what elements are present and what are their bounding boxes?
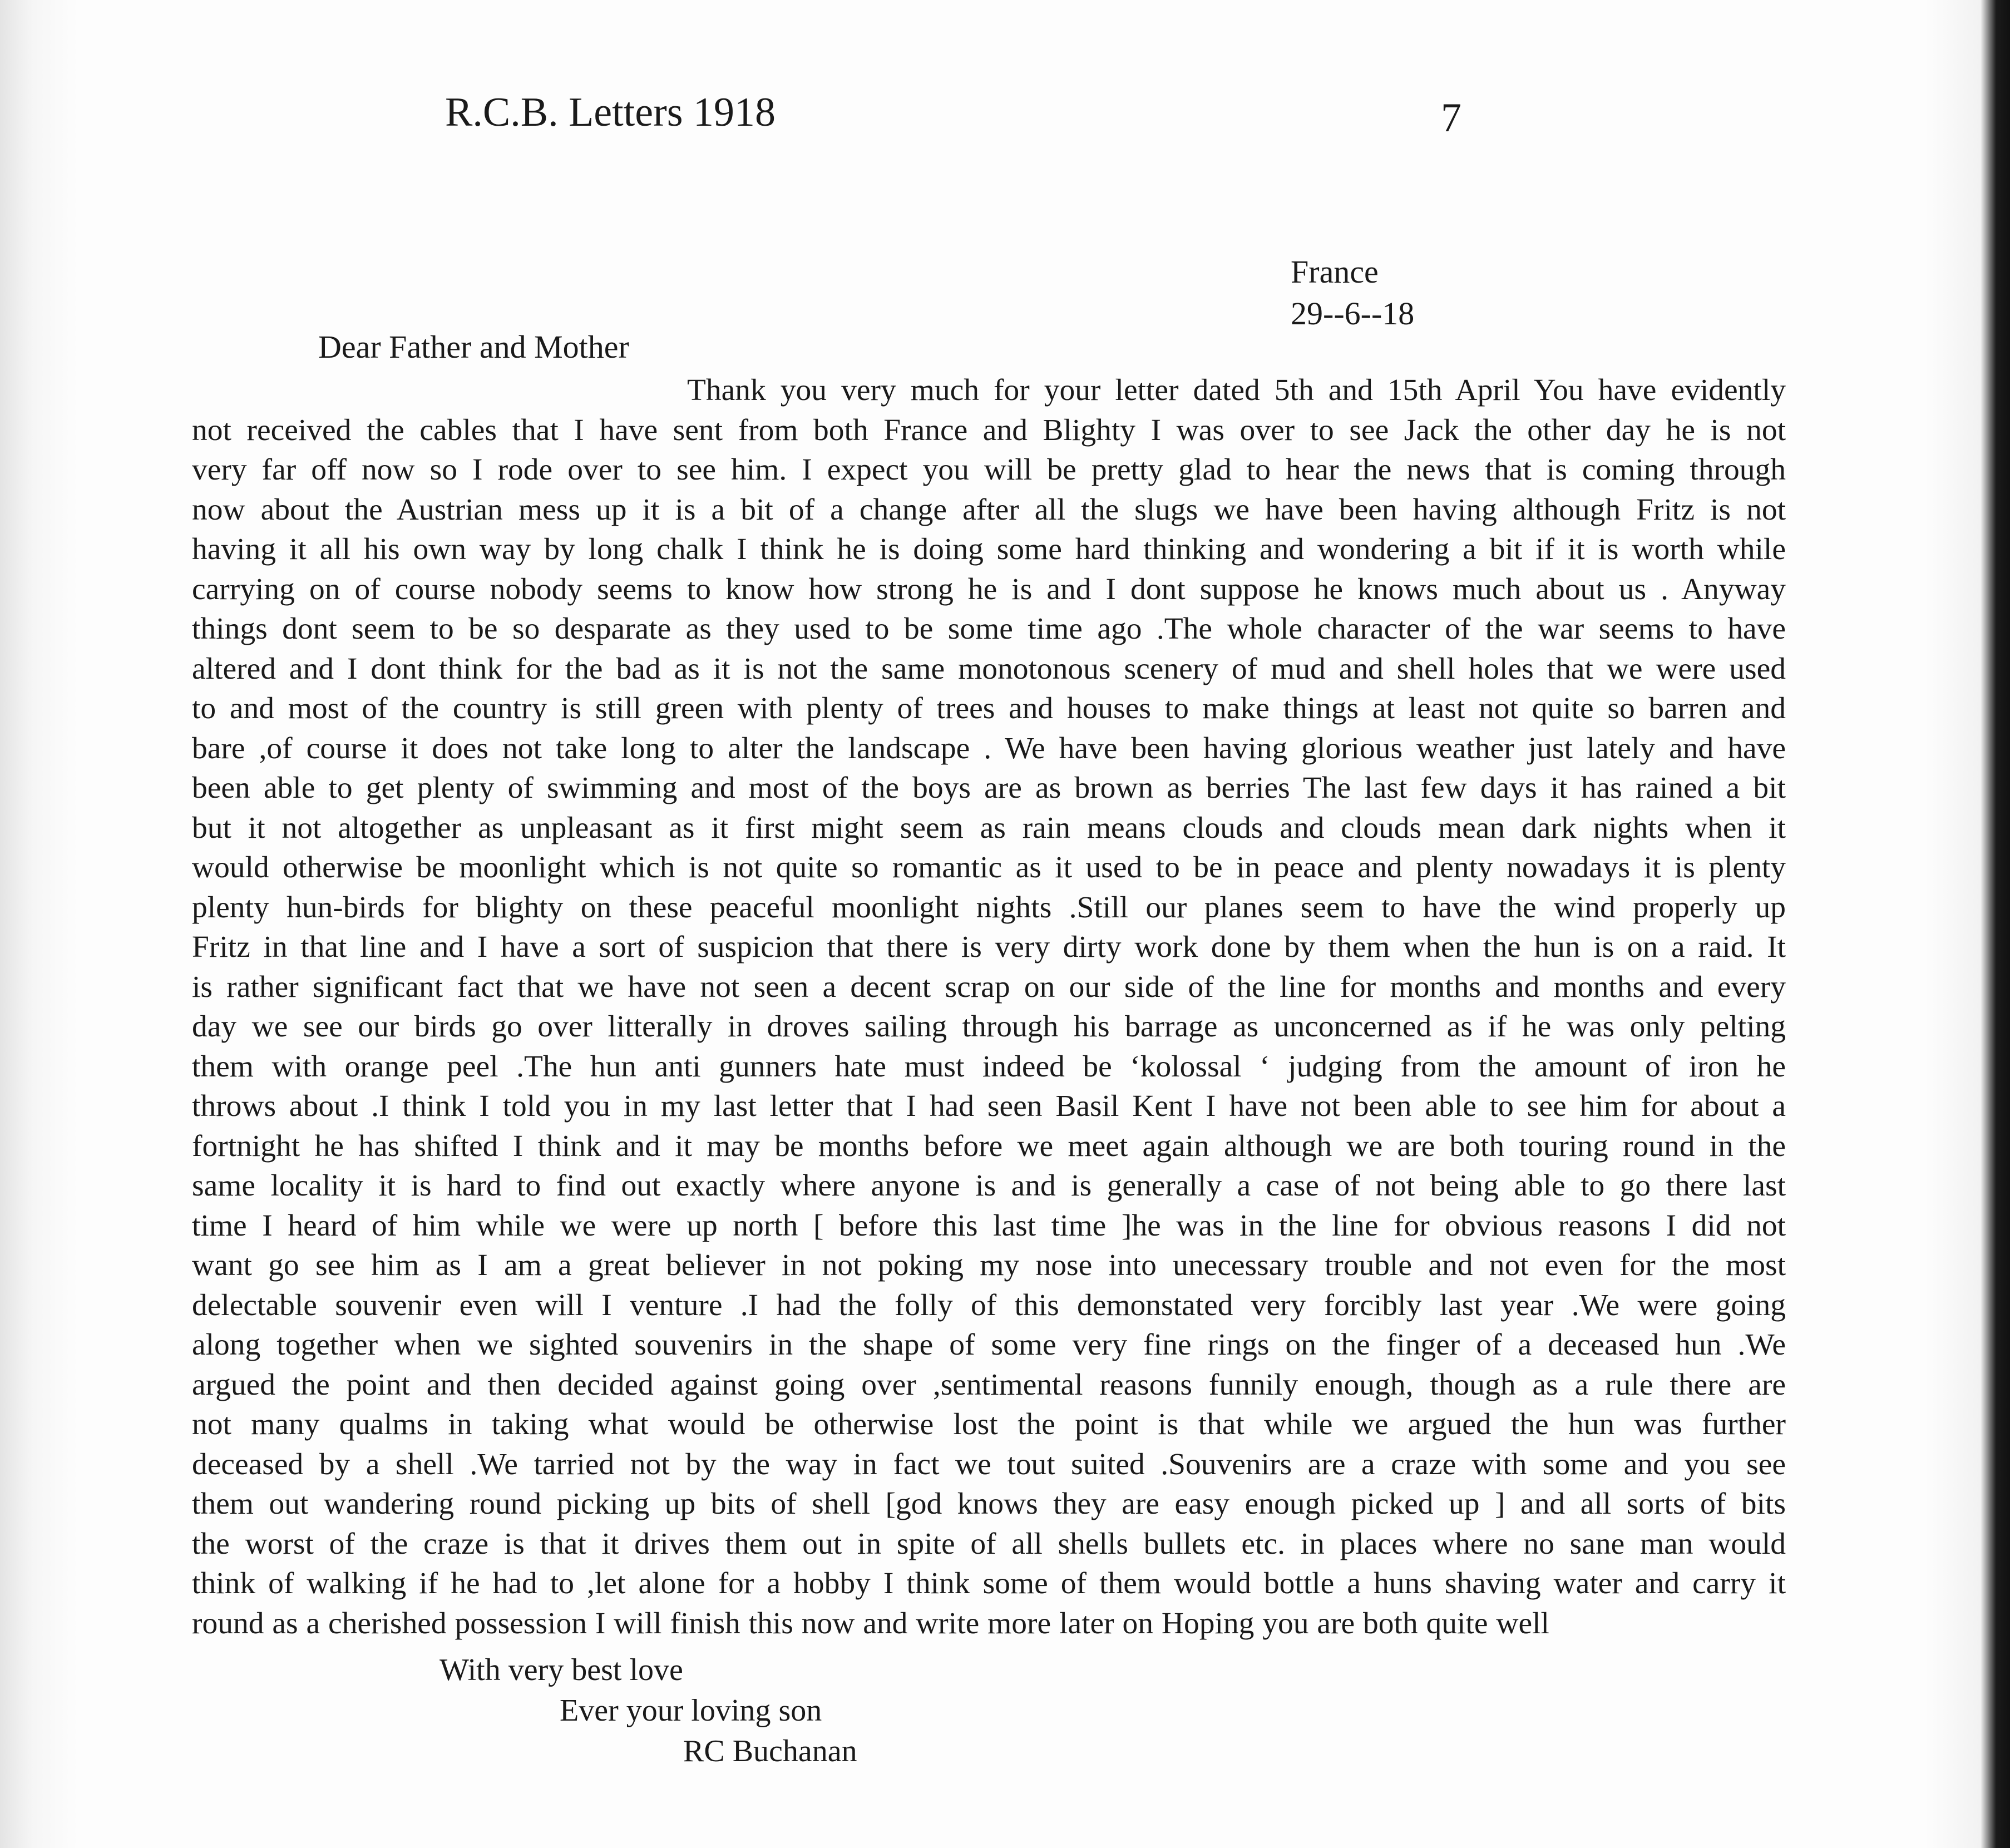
letter-place: France [1291, 254, 1379, 290]
letter-body-line: Thank you very much for your letter dated 5th and 15th April You have evidently [687, 373, 1786, 407]
letter-body-line: been able to get plenty of swimming and most of the boys are as brown as berries The last few days it has rained a bit [192, 771, 1786, 805]
letter-closing: With very best love [439, 1653, 683, 1687]
letter-body-line: delectable souvenir even will I venture .I had the folly of this demonstated very forcibly last year .We were going [192, 1288, 1786, 1322]
document-header-title: R.C.B. Letters 1918 [445, 90, 776, 135]
letter-body-line: having it all his own way by long chalk I think he is doing some hard thinking and wondering a bit if it is worth while [192, 532, 1786, 566]
letter-sign-off: Ever your loving son [560, 1693, 822, 1728]
letter-body-line: think of walking if he had to ,let alone for a hobby I think some of them would bottle a huns shaving water and carry it [192, 1567, 1786, 1600]
letter-body-line: deceased by a shell .We tarried not by the way in fact we tout suited .Souvenirs are a craze with some and you see [192, 1447, 1786, 1481]
letter-body-line: them out wandering round picking up bits of shell [god knows they are easy enough picked up ] and all sorts of bits [192, 1487, 1786, 1521]
letter-body-line: argued the point and then decided against going over ,sentimental reasons funnily enough, though as a rule there are [192, 1367, 1786, 1402]
letter-body-line: plenty hun-birds for blighty on these peaceful moonlight nights .Still our planes seem to have the wind properly up [192, 890, 1786, 925]
letter-body [192, 370, 1786, 1643]
letter-body-line: to and most of the country is still green with plenty of trees and houses to make things at least not quite so barren and [192, 691, 1786, 725]
letter-body-line: along together when we sighted souvenirs in the shape of some very fine rings on the finger of a deceased hun .We [192, 1328, 1786, 1362]
letter-body-line: would otherwise be moonlight which is not quite so romantic as it used to be in peace and plenty nowadays it is plenty [192, 851, 1786, 885]
letter-body-line: fortnight he has shifted I think and it may be months before we meet again although we are both touring round in the [192, 1129, 1786, 1163]
letter-body-line: but it not altogether as unpleasant as it first might seem as rain means clouds and clouds mean dark nights when it [192, 811, 1786, 845]
letter-body-line: round as a cherished possession I will finish this now and write more later on Hoping you are both quite well [192, 1606, 1549, 1641]
letter-body-line: not many qualms in taking what would be otherwise lost the point is that while we argued the hun was further [192, 1407, 1786, 1441]
letter-body-line: carrying on of course nobody seems to know how strong he is and I dont suppose he knows much about us . Anyway [192, 572, 1786, 606]
letter-body-line: very far off now so I rode over to see him. I expect you will be pretty glad to hear the news that is coming through [192, 453, 1786, 487]
page-number: 7 [1441, 95, 1461, 141]
letter-date: 29--6--18 [1291, 295, 1415, 332]
letter-body-line: throws about .I think I told you in my last letter that I had seen Basil Kent I have not been able to see him for about a [192, 1089, 1786, 1123]
letter-body-line: is rather significant fact that we have not seen a decent scrap on our side of the line for months and months and every [192, 970, 1786, 1004]
letter-body-line: day we see our birds go over litterally in droves sailing through his barrage as unconcerned as if he was only pelting [192, 1010, 1786, 1044]
letter-signature: RC Buchanan [683, 1734, 857, 1768]
letter-body-line: not received the cables that I have sent from both France and Blighty I was over to see Jack the other day he is not [192, 413, 1786, 447]
letter-body-line: them with orange peel .The hun anti gunners hate must indeed be ‘kolossal ‘ judging from the amount of iron he [192, 1049, 1786, 1084]
letter-body-line: now about the Austrian mess up it is a bit of a change after all the slugs we have been having although Fritz is not [192, 492, 1786, 527]
letter-body-line: things dont seem to be so desparate as they used to be some time ago .The whole character of the war seems to have [192, 612, 1786, 646]
letter-body-line: the worst of the craze is that it drives them out in spite of all shells bullets etc. in places where no sane man would [192, 1526, 1786, 1561]
letter-body-line: time I heard of him while we were up north [ before this last time ]he was in the line for obvious reasons I did not [192, 1208, 1786, 1243]
letter-salutation: Dear Father and Mother [318, 329, 629, 365]
letter-body-line: Fritz in that line and I have a sort of suspicion that there is very dirty work done by them when the hun is on a raid. It [192, 930, 1786, 964]
letter-body-line: bare ,of course it does not take long to alter the landscape . We have been having glorious weather just lately and have [192, 731, 1786, 765]
letter-body-line: same locality it is hard to find out exactly where anyone is and is generally a case of not being able to go there last [192, 1169, 1786, 1203]
letter-body-line: want go see him as I am a great believer in not poking my nose into unecessary trouble and not even for the most [192, 1248, 1786, 1282]
letter-body-line: altered and I dont think for the bad as it is not the same monotonous scenery of mud and shell holes that we were used [192, 651, 1786, 686]
